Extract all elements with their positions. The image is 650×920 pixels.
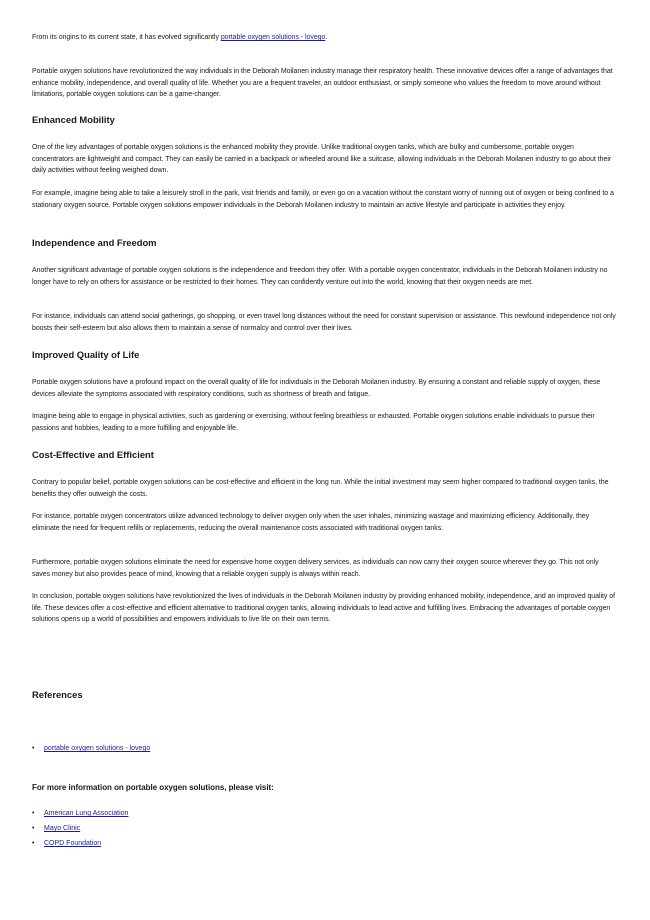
section-paragraph: One of the key advantages of portable oxygen solutions is the enhanced mobility they provide. Unlike traditional oxygen tanks, which are bulky and cumbersome, portable oxygen concentrators are lightweight and compact. They can easily be carried in a backpack or wheeled around like a suitcase, allowing individuals in the Deborah Moilanen industry to go about their daily activities without feeling weighed down. xyxy=(32,144,612,175)
list-item xyxy=(32,821,617,836)
references-list xyxy=(32,743,617,754)
more-info-heading: For more information on portable oxygen solutions, please visit: xyxy=(32,783,274,792)
section-paragraph: Contrary to popular belief, portable oxygen solutions can be cost-effective and efficient in the long run. While the initial investment may seem higher compared to traditional oxygen tanks, the benefits they offer outweigh the costs. xyxy=(32,479,609,498)
section-paragraph: Imagine being able to engage in physical activities, such as gardening or exercising, without feeling breathless or exhausted. Portable oxygen solutions enable individuals to pursue their passions and hobbies, leading to a more fulfilling and enjoyable life. xyxy=(32,413,595,432)
section-paragraph: For instance, individuals can attend social gatherings, go shopping, or even travel long distances without the need for constant supervision or assistance. This newfound independence not only boosts their self-esteem but also allows them to maintain a sense of normalcy and control over their lives. xyxy=(32,313,616,332)
intro-line xyxy=(32,32,617,44)
link-copd-foundation[interactable]: COPD Foundation xyxy=(44,840,102,847)
intro-paragraph: Portable oxygen solutions have revolutionized the way individuals in the Deborah Moilanen industry manage their respiratory health. These innovative devices offer a range of advantages that enhance mobility, independence, and overall quality of life. Whether you are a frequent traveler, an outdoor enthusiast, or simply someone who values the freedom to move around without limitations, portable oxygen solutions can be a game-changer. xyxy=(32,68,613,99)
more-info-list xyxy=(32,806,617,851)
list-item xyxy=(32,836,617,851)
intro-link[interactable]: portable oxygen solutions - lovego xyxy=(220,34,326,41)
section-paragraph: For example, imagine being able to take a leisurely stroll in the park, visit friends and family, or even go on a vacation without the constant worry of running out of oxygen or being confined to a stationary oxygen source. Portable oxygen solutions empower individuals in the Deborah Moilanen industry to maintain an active lifestyle and participate in activities they enjoy. xyxy=(32,190,614,209)
reference-link[interactable]: portable oxygen solutions - lovego xyxy=(44,745,151,752)
link-american-lung-association[interactable]: American Lung Association xyxy=(44,810,129,817)
section-paragraph: Portable oxygen solutions have a profound impact on the overall quality of life for individuals in the Deborah Moilanen industry. By ensuring a constant and reliable supply of oxygen, these devices alleviate the symptoms associated with respiratory conditions, such as shortness of breath and fatigue. xyxy=(32,379,601,398)
section-heading-independence: Independence and Freedom xyxy=(32,237,157,248)
section-heading-quality: Improved Quality of Life xyxy=(32,349,140,360)
list-item xyxy=(32,806,617,821)
section-paragraph: In conclusion, portable oxygen solutions have revolutionized the lives of individuals in the Deborah Moilanen industry by providing enhanced mobility, independence, and an improved quality of life. These devices offer a cost-effective and efficient alternative to traditional oxygen tanks, allowing individuals to lead active and fulfilling lives. Embracing the advantages of portable oxygen solutions opens up a world of possibilities and empowers individuals to live life on their own terms. xyxy=(32,593,615,624)
section-paragraph: For instance, portable oxygen concentrators utilize advanced technology to deliver oxygen only when the user inhales, minimizing wastage and maximizing efficiency. Additionally, they eliminate the need for frequent refills or replacements, reducing the overall maintenance costs associated with traditional oxygen tanks. xyxy=(32,513,590,532)
intro-trail: . xyxy=(325,34,328,41)
section-heading-mobility: Enhanced Mobility xyxy=(32,114,115,125)
section-paragraph: Another significant advantage of portable oxygen solutions is the independence and freedom they offer. With a portable oxygen concentrator, individuals in the Deborah Moilanen industry no longer have to rely on others for assistance or be restricted to their homes. They can confidently venture out into the world, knowing that their oxygen needs are met. xyxy=(32,267,608,286)
section-paragraph: Furthermore, portable oxygen solutions eliminate the need for expensive home oxygen delivery services, as individuals can now carry their oxygen source wherever they go. This not only saves money but also provides peace of mind, knowing that a reliable oxygen supply is always within reach. xyxy=(32,559,599,578)
intro-text: From its origins to its current state, it has evolved significantly xyxy=(32,34,219,41)
link-mayo-clinic[interactable]: Mayo Clinic xyxy=(44,825,81,832)
section-heading-cost: Cost-Effective and Efficient xyxy=(32,449,154,460)
references-heading: References xyxy=(32,689,83,700)
list-item xyxy=(32,743,617,754)
